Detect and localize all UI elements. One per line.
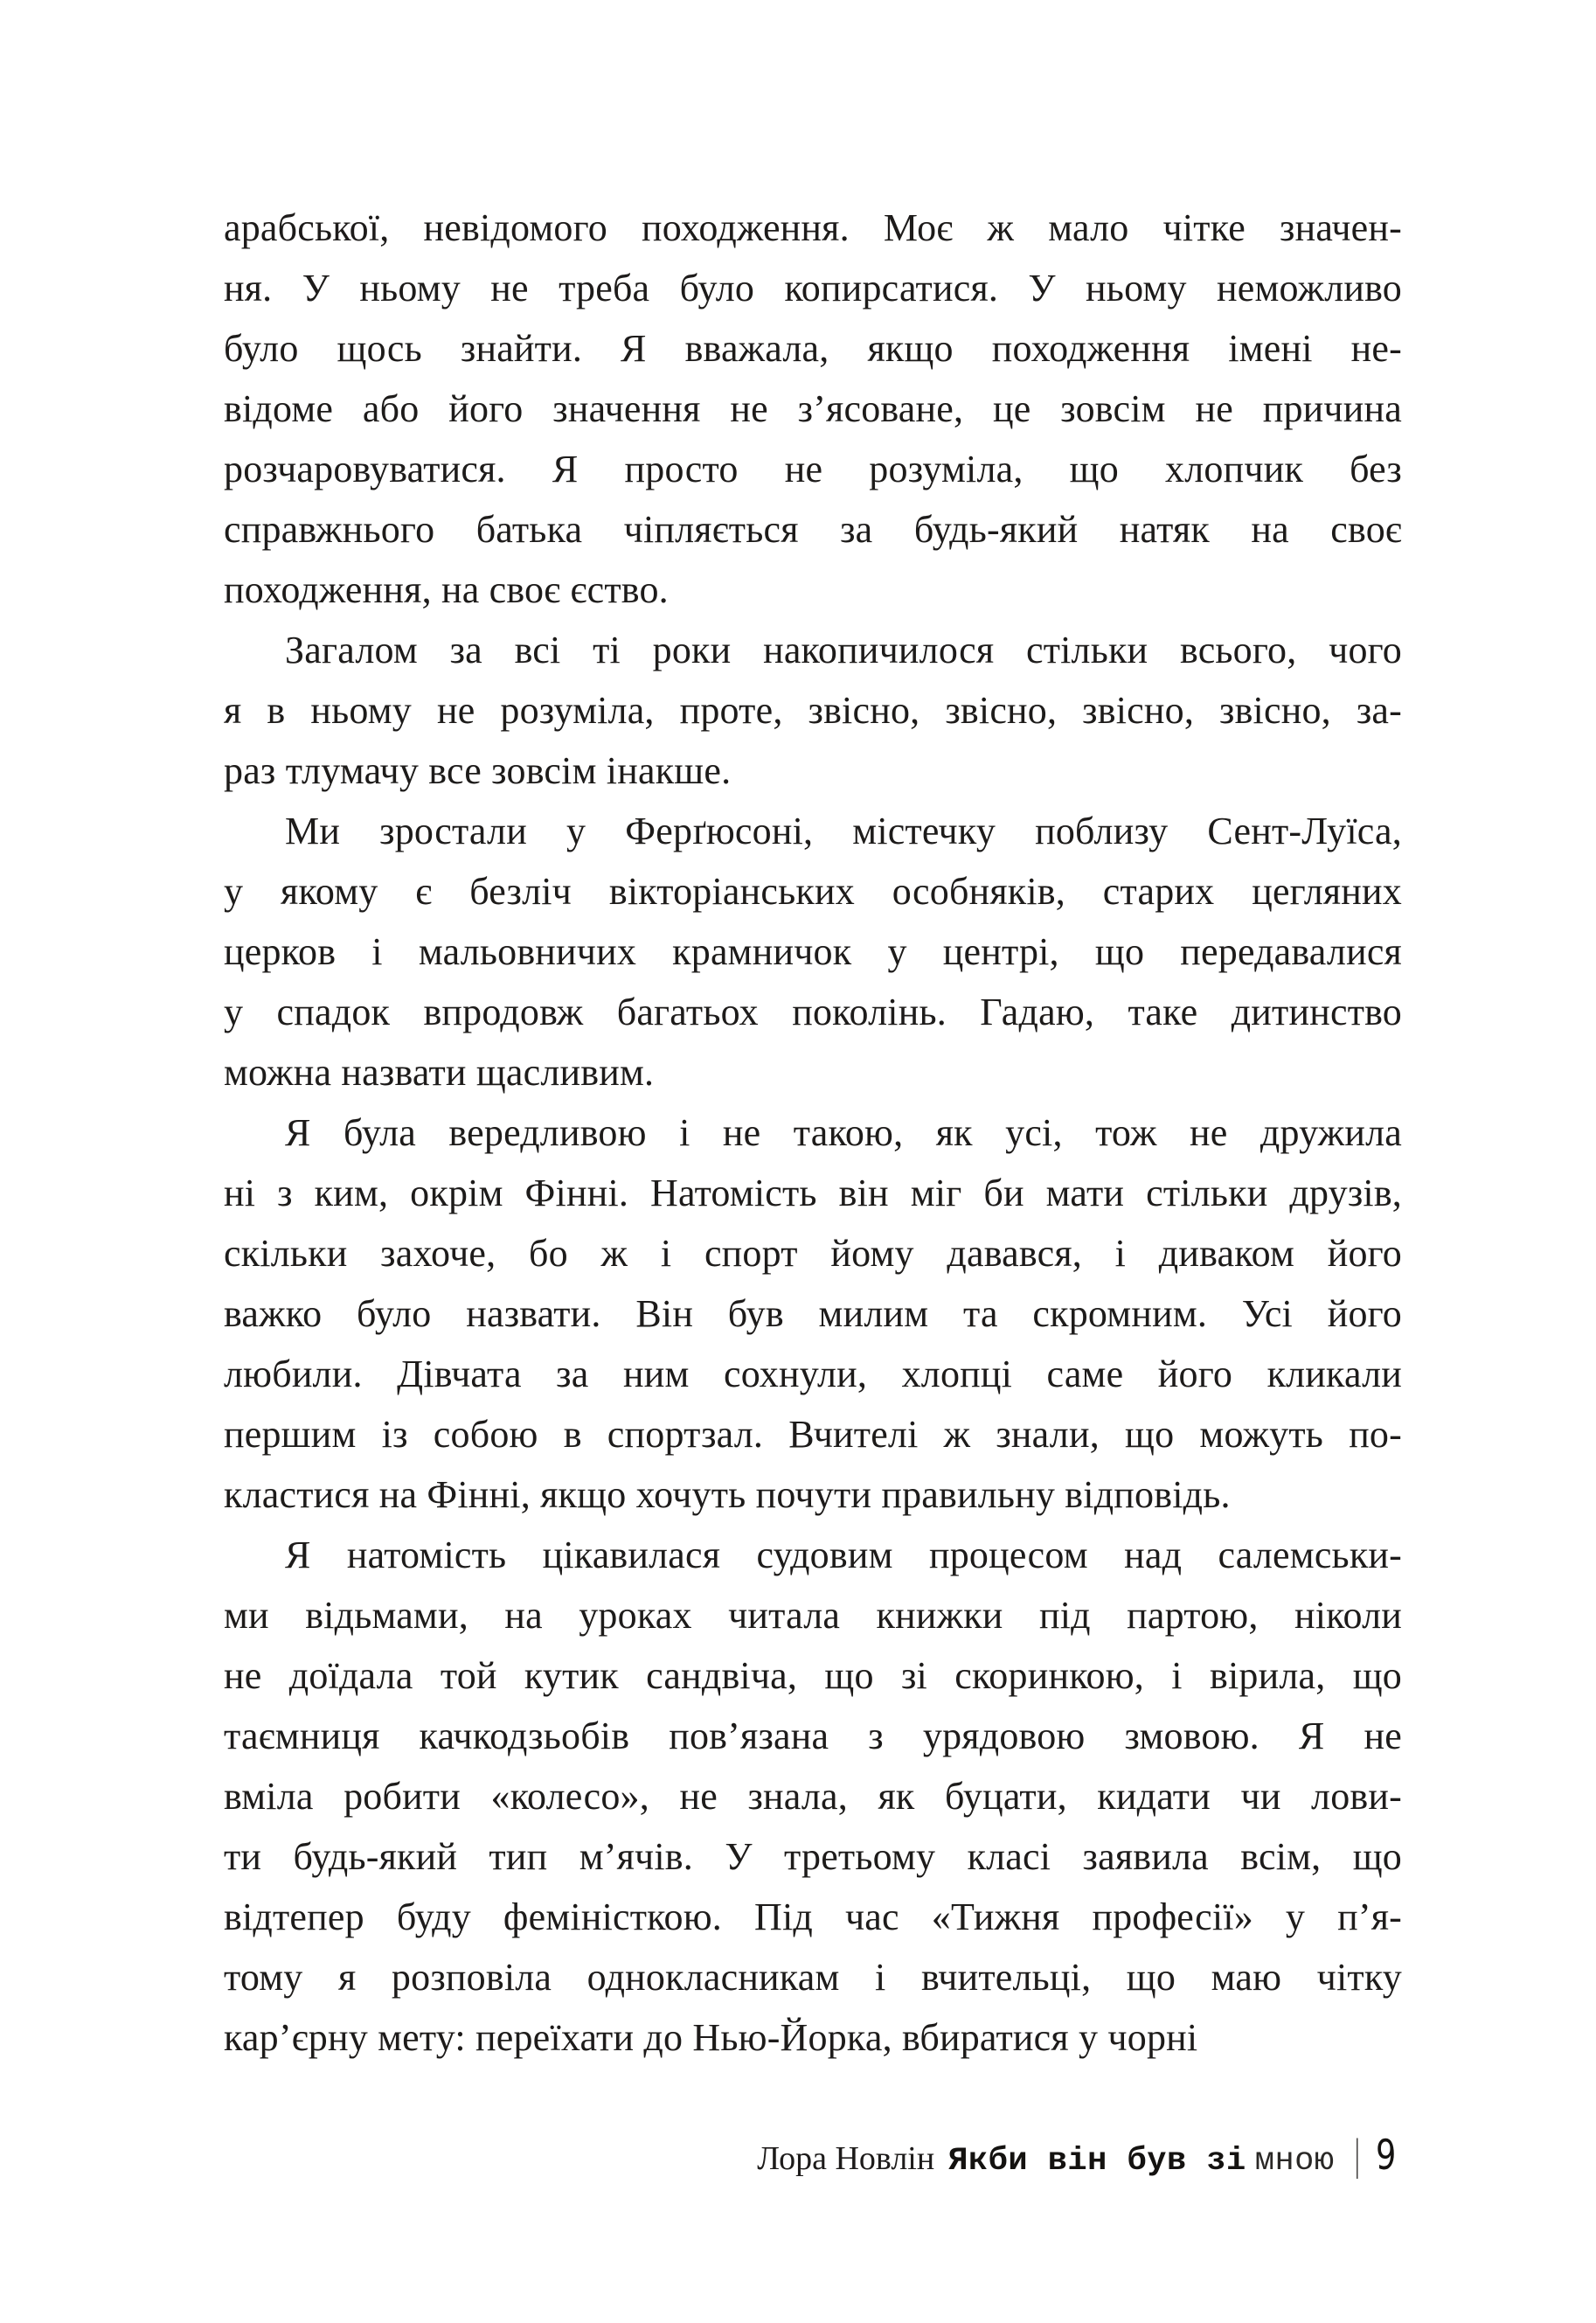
- footer-author: Лора Новлін: [757, 2140, 935, 2177]
- text-line: відоме або його значення не з’ясоване, це зовсім не причина: [224, 387, 1402, 430]
- text-line: можна назвати щасливим.: [224, 1051, 655, 1094]
- text-line: Я була вередливою і не такою, як усі, тож не дружила: [285, 1111, 1402, 1154]
- paragraph: [224, 1525, 1402, 2068]
- text-line: любили. Дівчата за ним сохнули, хлопці саме його кликали: [224, 1353, 1402, 1395]
- footer-separator: |: [1352, 2132, 1361, 2179]
- footer-book-title-light: мною: [1254, 2143, 1335, 2180]
- paragraph: [224, 198, 1402, 620]
- text-line: ня. У ньому не треба було копирсатися. У ньому неможливо: [224, 267, 1402, 310]
- text-line: кластися на Фінні, якщо хочуть почути правильну відповідь.: [224, 1473, 1231, 1516]
- text-line: відтепер буду феміністкою. Під час «Тижня професії» у п’я-: [224, 1895, 1402, 1938]
- paragraph: [224, 801, 1402, 1102]
- text-line: скільки захоче, бо ж і спорт йому давався, і диваком його: [224, 1232, 1402, 1275]
- text-line: вміла робити «колесо», не знала, як буцати, кидати чи лови-: [224, 1775, 1402, 1818]
- text-line: Ми зростали у Ферґюсоні, містечку поблизу Сент-Луїса,: [285, 810, 1402, 852]
- text-line: ми відьмами, на уроках читала книжки під партою, ніколи: [224, 1594, 1402, 1637]
- text-line: ні з ким, окрім Фінні. Натомість він міг би мати стільки друзів,: [224, 1172, 1402, 1214]
- text-line: раз тлумачу все зовсім інакше.: [224, 749, 732, 792]
- paragraph: [224, 620, 1402, 801]
- footer-book-title: Якби він був зі: [948, 2143, 1246, 2180]
- text-line: Я натомість цікавилася судовим процесом над салемськи-: [285, 1534, 1402, 1576]
- text-line: ти будь-який тип м’ячів. У третьому класі заявила всім, що: [224, 1835, 1402, 1878]
- text-line: справжнього батька чіпляється за будь-який натяк на своє: [224, 508, 1402, 551]
- text-line: першим із собою в спортзал. Вчителі ж знали, що можуть по-: [224, 1413, 1402, 1456]
- paragraph: [224, 1102, 1402, 1525]
- text-line: важко було назвати. Він був милим та скромним. Усі його: [224, 1292, 1402, 1335]
- text-line: тому я розповіла однокласникам і вчительці, що маю чітку: [224, 1956, 1402, 1999]
- page-footer: [757, 2132, 1402, 2180]
- text-line: у спадок впродовж багатьох поколінь. Гадаю, таке дитинство: [224, 991, 1402, 1033]
- text-block: [224, 198, 1402, 2068]
- text-line: було щось знайти. Я вважала, якщо походження імені не-: [224, 327, 1402, 370]
- text-line: Загалом за всі ті роки накопичилося стільки всього, чого: [285, 629, 1402, 671]
- page-number: 9: [1376, 2132, 1397, 2180]
- text-line: таємниця качкодзьобів пов’язана з урядовою змовою. Я не: [224, 1714, 1402, 1757]
- text-line: церков і мальовничих крамничок у центрі, що передавалися: [224, 930, 1402, 973]
- text-line: я в ньому не розуміла, проте, звісно, звісно, звісно, звісно, за-: [224, 689, 1402, 732]
- text-line: арабської, невідомого походження. Моє ж мало чітке значен-: [224, 206, 1402, 249]
- text-line: у якому є безліч вікторіанських особняків, старих цегляних: [224, 870, 1402, 913]
- text-line: не доїдала той кутик сандвіча, що зі скоринкою, і вірила, що: [224, 1654, 1402, 1697]
- text-line: кар’єрну мету: переїхати до Нью-Йорка, вбиратися у чорні: [224, 2016, 1198, 2059]
- text-line: походження, на своє єство.: [224, 568, 669, 611]
- text-line: розчаровуватися. Я просто не розуміла, що хлопчик без: [224, 448, 1402, 490]
